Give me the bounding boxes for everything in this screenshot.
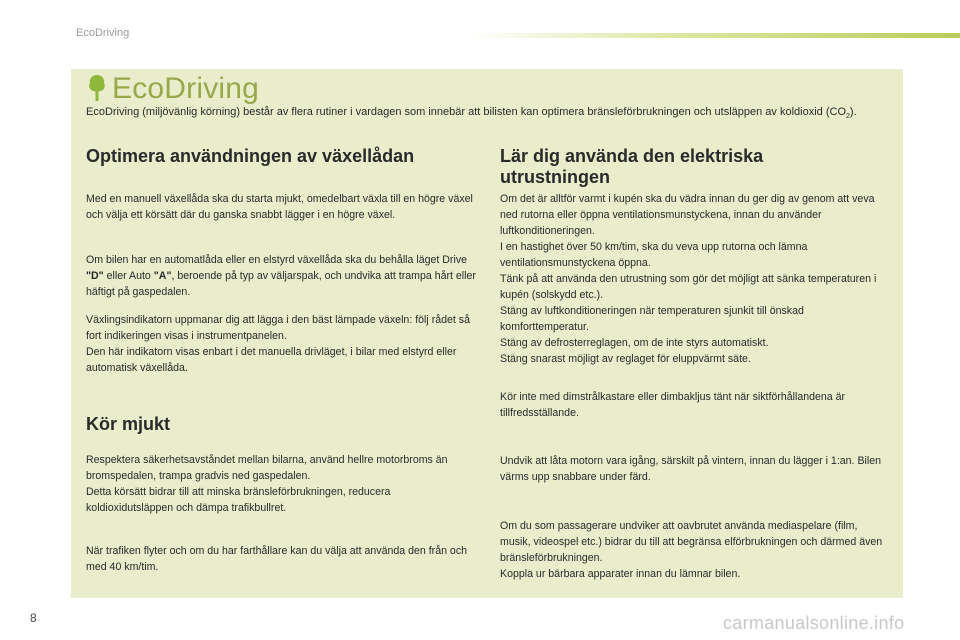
- electrical-paragraph-4: Om du som passagerare undviker att oavbrutet använda mediaspelare (film, musik, videospel etc.) bidrar du till att begränsa elförbrukningen och därmed även bränsleförbrukningen. Koppla ur bärbara apparater innan du lämnar bilen.: [500, 520, 883, 580]
- section-label: EcoDriving: [76, 27, 130, 39]
- electrical-paragraph-3: Undvik att låta motorn vara igång, särskilt på vintern, innan du lägger i 1:an. Bilen värms upp snabbare under färd.: [500, 455, 881, 483]
- electrical-paragraph-2: Kör inte med dimstrålkastare eller dimbakljus tänt när siktförhållandena är tillfredsställande.: [500, 391, 846, 419]
- gearbox-p2-text: Om bilen har en automatlåda eller en elstyrd växellåda ska du behålla läget Drive: [86, 254, 468, 266]
- gearbox-paragraph-3: Växlingsindikatorn uppmanar dig att lägga i den bäst lämpade växeln: följ rådet så fort indikeringen visas i instrumentpanelen. Den här indikatorn visas enbart i det manuella drivläget, i bilar med elstyrd eller automatisk växellåda.: [86, 314, 470, 374]
- tree-icon: [88, 74, 106, 102]
- gearbox-heading: Optimera användningen av växellådan: [86, 146, 415, 166]
- smooth-driving-heading: Kör mjukt: [86, 414, 171, 434]
- intro-subscript: 2: [846, 113, 850, 121]
- page-title: EcoDriving: [112, 72, 260, 105]
- intro-text-end: ).: [849, 106, 857, 118]
- header-divider: [468, 33, 960, 38]
- gearbox-p2-text: , beroende på typ av väljarspak, och undvika att trampa hårt eller häftigt på gaspedalen.: [86, 270, 476, 298]
- intro-paragraph: [86, 104, 876, 125]
- gearbox-p2-text: eller Auto: [103, 270, 154, 282]
- electrical-heading: Lär dig använda den elektriska utrustningen: [500, 146, 764, 187]
- watermark: carmanualsonline.info: [723, 613, 905, 633]
- electrical-paragraph-1: Om det är alltför varmt i kupén ska du vädra innan du ger dig av genom att veva ned rutorna eller öppna ventilationsmunstyckena, innan du använder luftkonditioneringen. I en hastighet över 50 km/tim, ska du veva upp rutorna och lämna ventilationsmunstyckena öppna. Tänk på att använda den utrustning som gör det möjligt att sänka temperaturen i kupén (solskydd etc.). Stäng av luftkonditioneringen när temperaturen sjunkit till önskad komforttemperatur. Stäng av defrosterreglagen, om de inte styrs automatiskt. Stäng snarast möjligt av reglaget för eluppvärmt säte.: [500, 193, 877, 365]
- page-number: 8: [30, 611, 37, 625]
- drive-mode-label: "D": [86, 270, 104, 282]
- gearbox-paragraph-2: [86, 252, 476, 300]
- smooth-paragraph-1: Respektera säkerhetsavståndet mellan bilarna, använd hellre motorbroms än bromspedalen, trampa gradvis ned gaspedalen. Detta körsätt bidrar till att minska bränsleförbrukningen, reducera koldioxidutsläppen och dämpa trafikbullret.: [86, 454, 448, 514]
- smooth-paragraph-2: När trafiken flyter och om du har farthållare kan du välja att använda den från och med 40 km/tim.: [86, 545, 468, 573]
- gearbox-paragraph-1: Med en manuell växellåda ska du starta mjukt, omedelbart växla till en högre växel och välja ett körsätt där du ganska snabbt lägger i en högre växel.: [86, 193, 473, 221]
- auto-mode-label: "A": [153, 270, 172, 282]
- intro-text: EcoDriving (miljövänlig körning) består av flera rutiner i vardagen som innebär att bilisten kan optimera bränsleförbrukningen och utsläppen av koldioxid (CO: [86, 106, 846, 118]
